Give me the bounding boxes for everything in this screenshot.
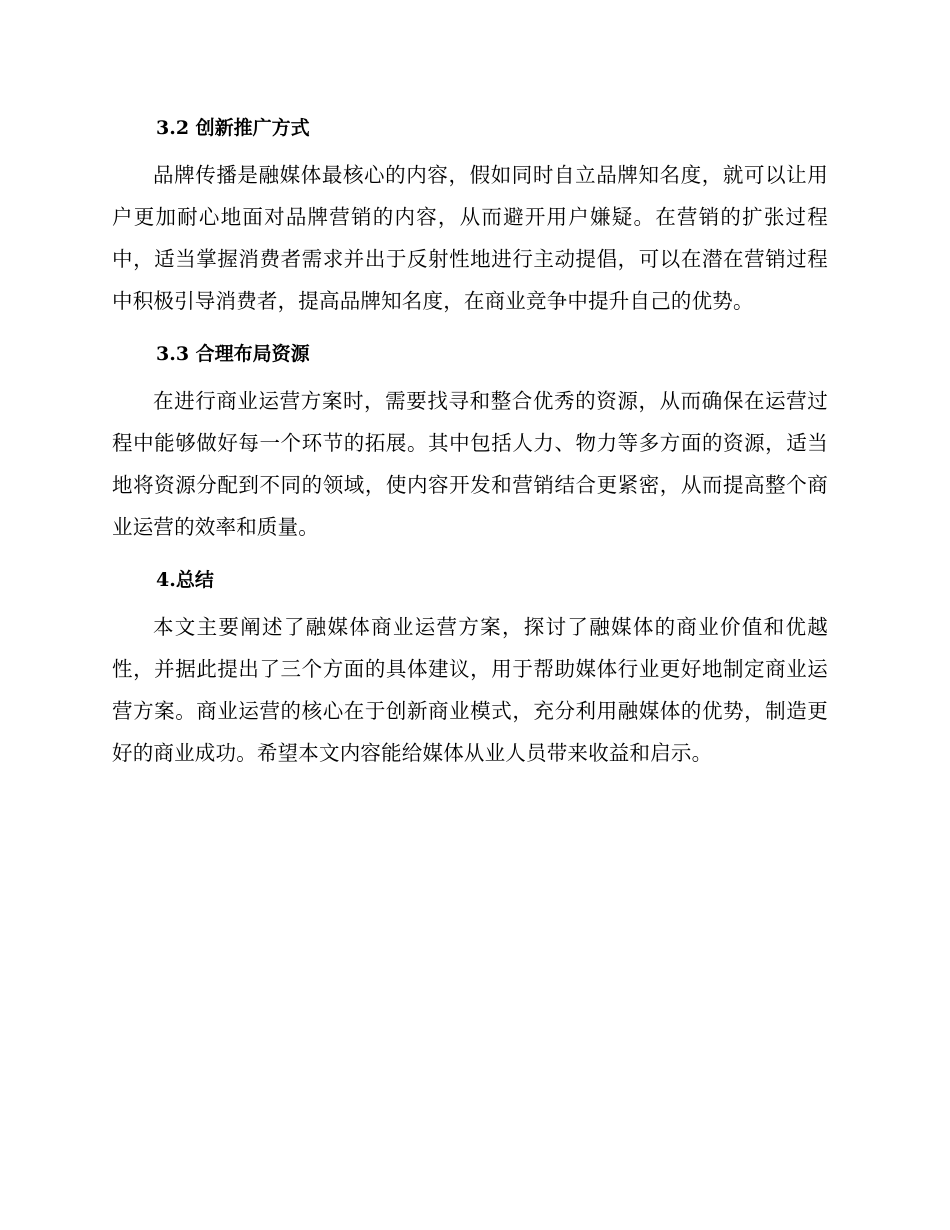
document-content [112,108,828,786]
section-paragraph-3-2: 品牌传播是融媒体最核心的内容，假如同时自立品牌知名度，就可以让用户更加耐心地面对品牌营销的内容，从而避开用户嫌疑。在营销的扩张过程中，适当掌握消费者需求并出于反射性地进行主动提倡，可以在潜在营销过程中积极引导消费者，提高品牌知名度，在商业竞争中提升自己的优势。 [112,163,828,313]
section-paragraph-3-3: 在进行商业运营方案时，需要找寻和整合优秀的资源，从而确保在运营过程中能够做好每一个环节的拓展。其中包括人力、物力等多方面的资源，适当地将资源分配到不同的领域，使内容开发和营销结合更紧密，从而提高整个商业运营的效率和质量。 [112,389,828,539]
section-paragraph-4: 本文主要阐述了融媒体商业运营方案，探讨了融媒体的商业价值和优越性，并据此提出了三个方面的具体建议，用于帮助媒体行业更好地制定商业运营方案。商业运营的核心在于创新商业模式，充分利用融媒体的优势，制造更好的商业成功。希望本文内容能给媒体从业人员带来收益和启示。 [112,615,828,765]
section-heading-3-2: 3.2 创新推广方式 [156,117,310,139]
section-heading-3-3: 3.3 合理布局资源 [156,343,310,365]
section-heading-4: 4.总结 [156,569,214,591]
